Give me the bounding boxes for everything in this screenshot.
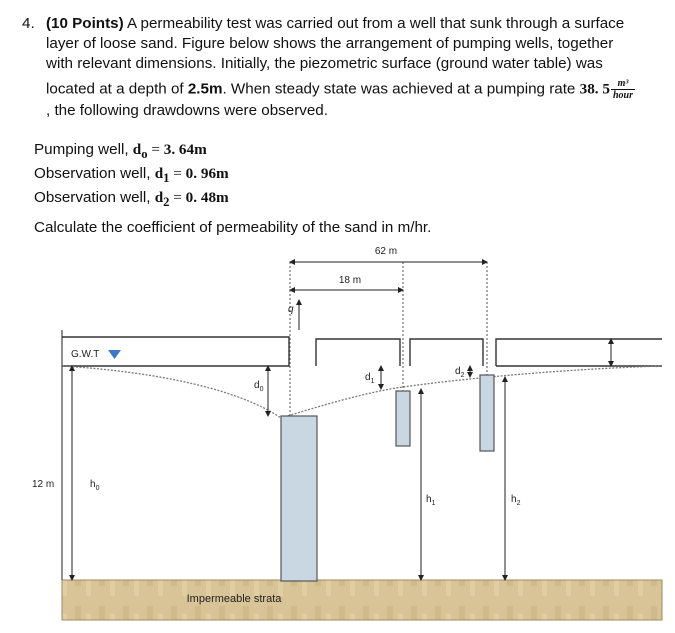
dim-62m-label: 62 m <box>374 246 398 257</box>
problem-number: 4. <box>22 15 35 32</box>
water-table-depth: 2.5m <box>187 80 223 98</box>
problem-line-2: layer of loose sand. Figure below shows the arrangement of pumping wells, together <box>46 35 614 52</box>
dim-18m-label: 18 m <box>338 275 362 286</box>
pumping-rate: 38. 5 <box>579 80 610 98</box>
h1-label: $h_1$ <box>426 494 436 507</box>
drawdown-label: Observation well, <box>34 165 155 183</box>
drawdown-equals: = <box>169 189 186 207</box>
drawdown-curve <box>62 366 662 418</box>
drawdown-symbol: d <box>154 165 164 183</box>
impermeable-strata <box>62 580 662 620</box>
problem-points: (10 Points) <box>46 15 124 32</box>
h2-label: $h_2$ <box>511 494 521 507</box>
pumping-well <box>281 416 317 581</box>
problem-line-3: with relevant dimensions. Initially, the piezometric surface (ground water table) was <box>46 55 603 72</box>
d1-label: $d_1$ <box>365 372 375 385</box>
drawdown-equals: = <box>169 165 186 183</box>
ground-surface <box>62 337 662 366</box>
drawdown-label: Pumping well, <box>34 141 133 158</box>
drawdown-label: Observation well, <box>34 189 155 207</box>
observation-well-2 <box>480 375 494 451</box>
drawdown-value: 0. 48m <box>185 189 229 207</box>
impermeable-label: Impermeable strata <box>186 593 282 605</box>
drawdown-subscript: o <box>141 147 148 162</box>
drawdown-subscript: 1 <box>163 171 170 186</box>
gwt-label: G.W.T <box>71 349 100 360</box>
problem-line-4-pre: located at a depth of <box>46 80 188 98</box>
h0-label: $h_0$ <box>90 479 100 492</box>
d0-label: $d_0$ <box>254 380 264 393</box>
rate-unit-denominator: hour <box>612 90 633 101</box>
drawdown-value: 3. 64m <box>163 141 207 158</box>
problem-line-4-mid: . When steady state was achieved at a pumping rate <box>222 80 580 98</box>
rate-unit-numerator: m³ <box>611 78 635 90</box>
depth-12m-label: 12 m <box>32 479 55 490</box>
observation-well-1 <box>396 391 410 446</box>
discharge-label: q <box>288 304 294 315</box>
problem-line-1: A permeability test was carried out from a well that sunk through a surface <box>123 15 625 32</box>
drawdown-symbol: d <box>154 189 164 207</box>
d2-label: $d_2$ <box>455 366 465 379</box>
drawdown-subscript: 2 <box>163 195 170 210</box>
drawdown-symbol: d <box>132 141 142 158</box>
drawdown-value: 0. 96m <box>185 165 229 183</box>
problem-line-5: , the following drawdowns were observed. <box>46 102 328 119</box>
question-text: Calculate the coefficient of permeability of the sand in m/hr. <box>34 219 432 236</box>
water-table-marker-icon <box>108 350 121 359</box>
drawdown-equals: = <box>147 141 164 158</box>
